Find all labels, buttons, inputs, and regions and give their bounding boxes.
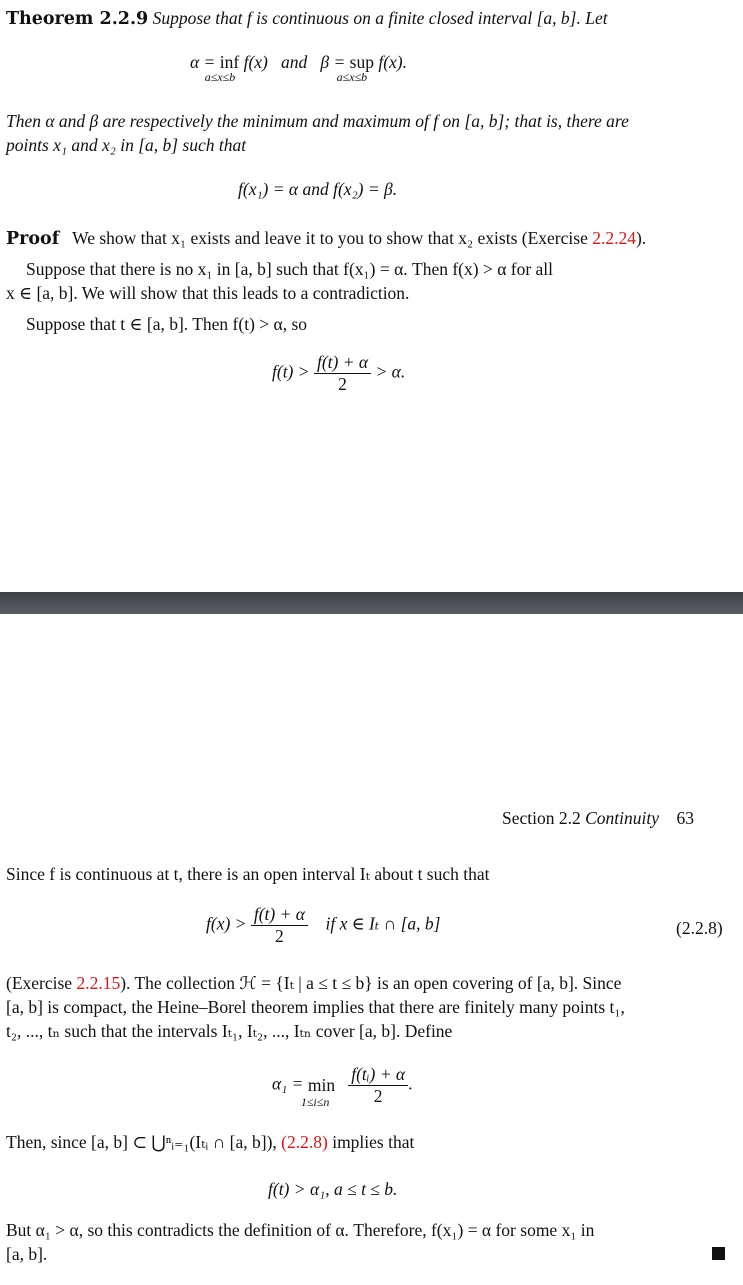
theorem-header (6, 8, 608, 29)
p2-line-1: Since f is continuous at t, there is an open interval Iₜ about t such that (6, 864, 490, 884)
p2-then-line: Then, since [a, b] ⊂ ⋃ⁿᵢ₌₁(Iₜᵢ ∩ [a, b]), (2.2.8) implies that (6, 1132, 415, 1152)
proof-line-3: x ∈ [a, b]. We will show that this leads to a contradiction. (6, 283, 410, 303)
proof-label: Proof (6, 229, 60, 249)
p2-para-line-c: t₂, ..., tₙ such that the intervals Iₜ₁, Iₜ₂, ..., Iₜₙ cover [a, b]. Define (6, 1021, 453, 1041)
theorem-label: Theorem 2.2.9 (6, 9, 149, 29)
theorem-statement: Suppose that f is continuous on a finite closed interval [a, b]. Let (152, 8, 608, 28)
proof-line-1: Proof We show that x₁ exists and leave it to you to show that x₂ exists (Exercise 2.2.24). (6, 228, 647, 249)
exercise-link-2-2-15[interactable]: 2.2.15 (76, 973, 121, 993)
proof-line-2: Suppose that there is no x₁ in [a, b] such that f(x₁) = α. Then f(x) > α for all (26, 259, 554, 279)
fraction: $\frac{f(t) + \alpha}{2}$ (251, 904, 308, 947)
exercise-link-2-2-24[interactable]: 2.2.24 (592, 228, 636, 248)
p2-para-line-a: (Exercise 2.2.15). The collection ℋ = {Iₜ | a ≤ t ≤ b} is an open covering of [a, b]. Since (6, 973, 622, 993)
proof-line-4: Suppose that t ∈ [a, b]. Then f(t) > α, so (26, 314, 307, 334)
equation-link-2-2-8[interactable]: (2.2.8) (281, 1132, 328, 1152)
equation-ft-alpha1: f(t) > α₁, a ≤ t ≤ b. (268, 1179, 398, 1199)
page-separator (0, 592, 743, 614)
equation-alpha-beta: α = inf a≤x≤b f(x) and β = sup a≤x≤b f(x). (190, 52, 408, 84)
equation-ft: f(t) > $\frac{f(t) + \alpha}{2}$ > α. (272, 352, 406, 394)
qed-square-icon (712, 1247, 725, 1260)
theorem-then-line-2: points x₁ and x₂ in [a, b] such that (6, 135, 247, 155)
equation-points: f(x₁) = α and f(x₂) = β. (238, 179, 398, 199)
p2-last-line-1: But α₁ > α, so this contradicts the definition of α. Therefore, f(x₁) = α for some x₁ in (6, 1220, 595, 1240)
theorem-then-line-1: Then α and β are respectively the minimum and maximum of f on [a, b]; that is, there are (6, 111, 629, 131)
page-number: 63 (676, 808, 695, 828)
p2-last-line-2: [a, b]. (6, 1244, 48, 1264)
p2-para-line-b: [a, b] is compact, the Heine–Borel theorem implies that there are finitely many points t₁, (6, 997, 625, 1017)
equation-2-2-8: f(x) > $\frac{f(t) + \alpha}{2}$ if x ∈ Iₜ ∩ [a, b] (206, 904, 441, 946)
fraction: $\frac{\text{f(tᵢ) + α}}{2}$ (348, 1064, 408, 1107)
equation-tag: (2.2.8) (676, 918, 723, 938)
running-header: Section 2.2 Continuity 63 (502, 808, 695, 828)
fraction: $\frac{f(t) + \alpha}{2}$ (314, 352, 371, 395)
equation-alpha1: α₁ = min 1≤i≤n $\frac{\text{f(tᵢ) + α}}{2}$ . (272, 1064, 413, 1109)
